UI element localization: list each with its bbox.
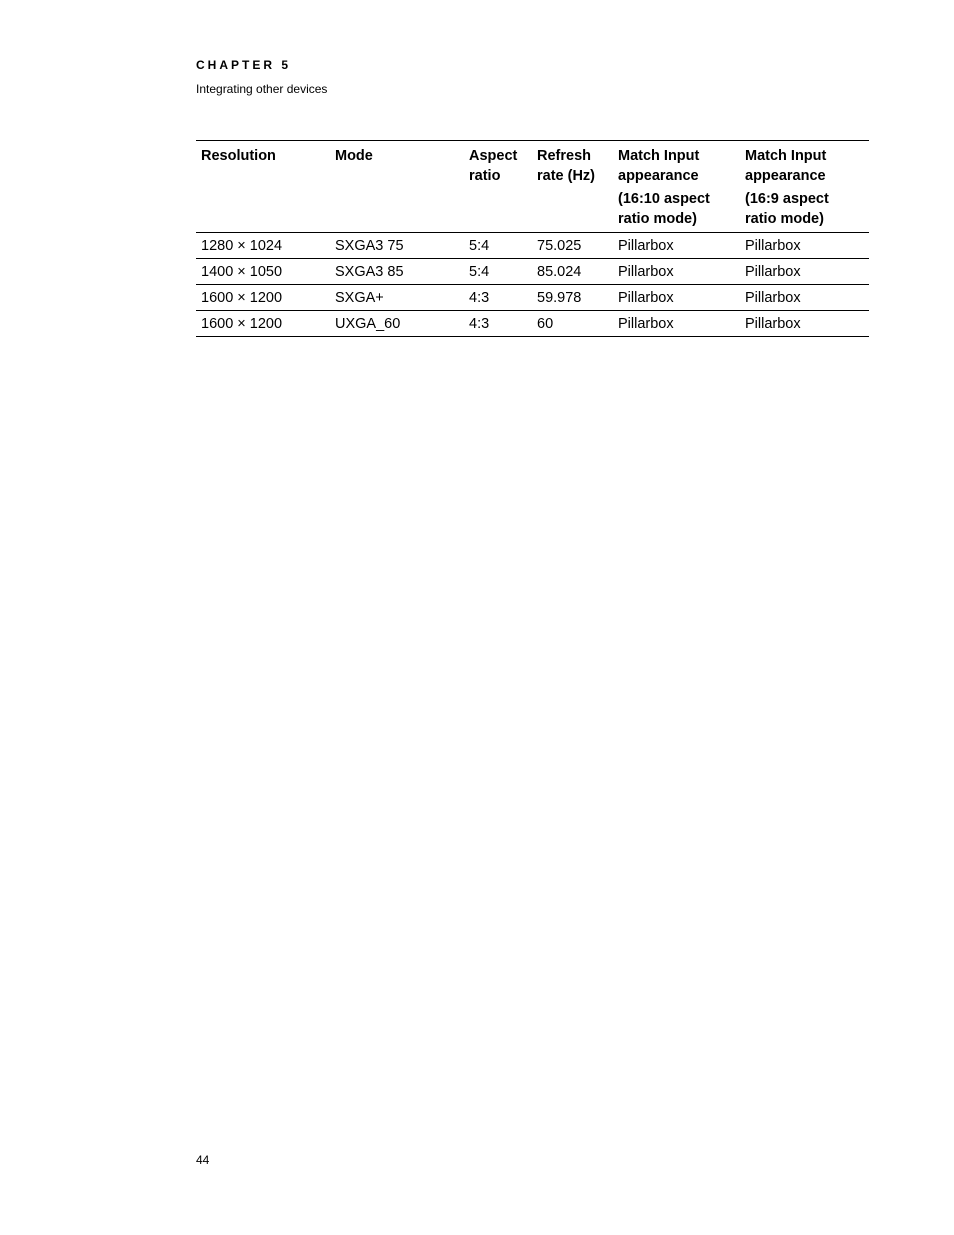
header-match-input-16-9 [740,141,869,233]
cell-refresh-rate: 85.024 [537,264,582,280]
header-resolution-label: Resolution [201,148,276,164]
cell-refresh-rate: 75.025 [537,238,582,254]
table-body [196,233,869,337]
header-resolution [196,141,330,233]
header-match169-line1: Match Input [745,148,827,164]
cell-aspect-ratio: 4:3 [469,290,490,306]
header-aspect-line2: ratio [469,168,501,184]
header-match1610-line1: Match Input [618,148,700,164]
table-row [196,259,869,285]
cell-match-16-10: Pillarbox [618,290,674,306]
header-match169-line3: (16:9 aspect [745,191,829,207]
cell-resolution: 1600 × 1200 [201,316,283,332]
header-refresh-line1: Refresh [537,148,591,164]
chapter-subtitle: Integrating other devices [196,82,328,96]
chapter-label: CHAPTER 5 [196,58,292,72]
page-number: 44 [196,1153,210,1167]
cell-mode: UXGA_60 [335,316,401,332]
header-match169-line2: appearance [745,168,826,184]
header-match1610-line4: ratio mode) [618,211,697,227]
header-refresh-rate [532,141,613,233]
header-match1610-line3: (16:10 aspect [618,191,710,207]
cell-resolution: 1400 × 1050 [201,264,283,280]
header-aspect-ratio [464,141,532,233]
cell-mode: SXGA+ [335,290,384,306]
table-row [196,233,869,259]
cell-aspect-ratio: 4:3 [469,316,490,332]
cell-refresh-rate: 59.978 [537,290,582,306]
cell-resolution: 1280 × 1024 [201,238,283,254]
cell-aspect-ratio: 5:4 [469,238,490,254]
table-header-row [196,141,869,233]
cell-match-16-10: Pillarbox [618,264,674,280]
cell-aspect-ratio: 5:4 [469,264,490,280]
cell-match-16-9: Pillarbox [745,264,801,280]
cell-mode: SXGA3 75 [335,238,404,254]
cell-match-16-9: Pillarbox [745,316,801,332]
header-refresh-line2: rate (Hz) [537,168,596,184]
table-row [196,285,869,311]
table-row [196,311,869,337]
cell-match-16-10: Pillarbox [618,238,674,254]
header-mode-label: Mode [335,148,373,164]
cell-match-16-9: Pillarbox [745,290,801,306]
header-match-input-16-10 [613,141,740,233]
header-match1610-line2: appearance [618,168,699,184]
cell-mode: SXGA3 85 [335,264,404,280]
cell-resolution: 1600 × 1200 [201,290,283,306]
header-match169-line4: ratio mode) [745,211,824,227]
header-mode [330,141,464,233]
cell-refresh-rate: 60 [537,316,554,332]
cell-match-16-9: Pillarbox [745,238,801,254]
cell-match-16-10: Pillarbox [618,316,674,332]
table-header [196,141,869,233]
header-aspect-line1: Aspect [469,148,518,164]
resolution-table [196,140,869,337]
